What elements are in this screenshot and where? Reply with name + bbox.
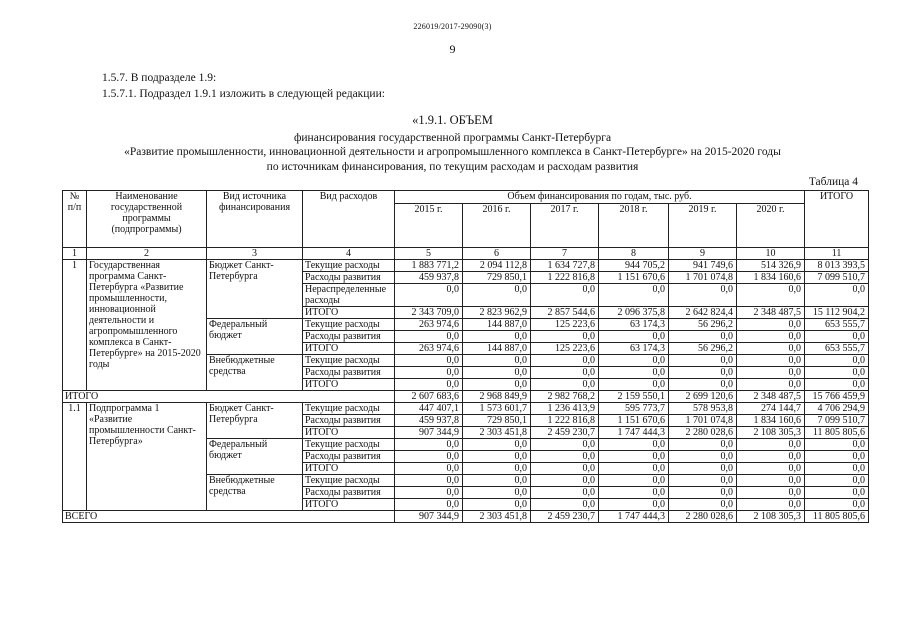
header-year: 2015 г. (395, 204, 463, 248)
value-cell: 0,0 (737, 319, 805, 331)
value-cell: 8 013 393,5 (805, 260, 869, 272)
header-year: 2020 г. (737, 204, 805, 248)
value-cell: 514 326,9 (737, 260, 805, 272)
funding-source: Бюджет Санкт-Петербурга (207, 403, 303, 439)
expense-type: Расходы развития (303, 451, 395, 463)
value-cell: 729 850,1 (463, 272, 531, 284)
value-cell: 2 280 028,6 (669, 427, 737, 439)
column-index: 3 (207, 248, 303, 260)
value-cell: 0,0 (599, 439, 669, 451)
value-cell: 0,0 (805, 355, 869, 367)
heading-line-2: финансирования государственной программы Санкт-Петербурга (293, 132, 612, 144)
value-cell: 0,0 (463, 499, 531, 511)
value-cell: 0,0 (669, 439, 737, 451)
value-cell: 1 236 413,9 (531, 403, 599, 415)
value-cell: 11 805 805,6 (805, 427, 869, 439)
total-value-cell: 2 159 550,1 (599, 391, 669, 403)
value-cell: 0,0 (805, 284, 869, 307)
value-cell: 0,0 (531, 499, 599, 511)
value-cell: 653 555,7 (805, 343, 869, 355)
value-cell: 0,0 (463, 487, 531, 499)
total-value-cell: 907 344,9 (395, 511, 463, 523)
value-cell: 0,0 (669, 284, 737, 307)
funding-source: Внебюджетные средства (207, 475, 303, 511)
column-index: 10 (737, 248, 805, 260)
value-cell: 944 705,2 (599, 260, 669, 272)
column-index: 8 (599, 248, 669, 260)
value-cell: 0,0 (805, 439, 869, 451)
paragraph-2: 1.5.7.1. Подраздел 1.9.1 изложить в следующей редакции: (102, 88, 385, 100)
value-cell: 0,0 (395, 487, 463, 499)
header-volume: Объем финансирования по годам, тыс. руб. (395, 191, 805, 204)
expense-type: ИТОГО (303, 343, 395, 355)
expense-type: ИТОГО (303, 499, 395, 511)
value-cell: 653 555,7 (805, 319, 869, 331)
expense-type: Текущие расходы (303, 355, 395, 367)
value-cell: 125 223,6 (531, 343, 599, 355)
value-cell: 0,0 (599, 499, 669, 511)
value-cell: 907 344,9 (395, 427, 463, 439)
funding-source: Федеральный бюджет (207, 319, 303, 355)
value-cell: 15 112 904,2 (805, 307, 869, 319)
value-cell: 0,0 (805, 451, 869, 463)
value-cell: 0,0 (737, 463, 805, 475)
header-year: 2019 г. (669, 204, 737, 248)
expense-type: Текущие расходы (303, 260, 395, 272)
value-cell: 0,0 (395, 499, 463, 511)
expense-type: ИТОГО (303, 379, 395, 391)
expense-type: Расходы развития (303, 367, 395, 379)
value-cell: 0,0 (599, 463, 669, 475)
expense-type: ИТОГО (303, 463, 395, 475)
table-row (63, 260, 869, 272)
funding-source: Внебюджетные средства (207, 355, 303, 391)
value-cell: 0,0 (599, 487, 669, 499)
value-cell: 459 937,8 (395, 415, 463, 427)
value-cell: 0,0 (737, 355, 805, 367)
value-cell: 263 974,6 (395, 319, 463, 331)
total-value-cell: 11 805 805,6 (805, 511, 869, 523)
header-source: Вид источника финансирования (207, 191, 303, 248)
value-cell: 0,0 (531, 487, 599, 499)
heading-line-1: «1.9.1. ОБЪЕМ (412, 113, 493, 127)
value-cell: 0,0 (395, 439, 463, 451)
value-cell: 0,0 (737, 439, 805, 451)
value-cell: 2 094 112,8 (463, 260, 531, 272)
value-cell: 1 834 160,6 (737, 415, 805, 427)
header-year: 2016 г. (463, 204, 531, 248)
heading-line-4: по источникам финансирования, по текущим расходам и расходам развития (266, 161, 639, 173)
header-name: Наименование государственной программы (подпрограммы) (87, 191, 207, 248)
value-cell: 0,0 (395, 284, 463, 307)
value-cell: 0,0 (737, 367, 805, 379)
value-cell: 2 823 962,9 (463, 307, 531, 319)
value-cell: 0,0 (531, 355, 599, 367)
value-cell: 2 096 375,8 (599, 307, 669, 319)
value-cell: 1 222 816,8 (531, 272, 599, 284)
financing-table (62, 190, 869, 523)
page-number: 9 (449, 42, 456, 56)
expense-type: ИТОГО (303, 427, 395, 439)
value-cell: 0,0 (531, 451, 599, 463)
value-cell: 0,0 (463, 284, 531, 307)
value-cell: 0,0 (463, 463, 531, 475)
total-value-cell: 2 280 028,6 (669, 511, 737, 523)
expense-type: Расходы развития (303, 272, 395, 284)
total-value-cell: 2 108 305,3 (737, 511, 805, 523)
value-cell: 0,0 (737, 284, 805, 307)
value-cell: 0,0 (599, 451, 669, 463)
value-cell: 0,0 (395, 451, 463, 463)
value-cell: 0,0 (395, 475, 463, 487)
value-cell: 0,0 (395, 379, 463, 391)
value-cell: 2 108 305,3 (737, 427, 805, 439)
value-cell: 56 296,2 (669, 343, 737, 355)
value-cell: 1 634 727,8 (531, 260, 599, 272)
value-cell: 0,0 (669, 475, 737, 487)
value-cell: 2 857 544,6 (531, 307, 599, 319)
value-cell: 0,0 (669, 487, 737, 499)
value-cell: 0,0 (531, 475, 599, 487)
header-expense: Вид расходов (303, 191, 395, 248)
row-number: 1.1 (63, 403, 87, 511)
column-index: 9 (669, 248, 737, 260)
total-value-cell: 2 607 683,6 (395, 391, 463, 403)
header-total: ИТОГО (805, 191, 869, 248)
column-index-row (63, 248, 869, 260)
expense-type: Текущие расходы (303, 439, 395, 451)
total-value-cell: 1 747 444,3 (599, 511, 669, 523)
value-cell: 0,0 (531, 284, 599, 307)
heading-line-3: «Развитие промышленности, инновационной деятельности и агропромышленного комплекса в Санкт-Петербурге» на 2015-2020 годы (124, 146, 781, 158)
value-cell: 0,0 (395, 367, 463, 379)
value-cell: 0,0 (599, 331, 669, 343)
value-cell: 1 701 074,8 (669, 415, 737, 427)
value-cell: 0,0 (599, 379, 669, 391)
value-cell: 0,0 (395, 355, 463, 367)
value-cell: 7 099 510,7 (805, 272, 869, 284)
value-cell: 459 937,8 (395, 272, 463, 284)
value-cell: 941 749,6 (669, 260, 737, 272)
value-cell: 0,0 (463, 451, 531, 463)
value-cell: 0,0 (805, 475, 869, 487)
value-cell: 0,0 (531, 367, 599, 379)
value-cell: 0,0 (531, 463, 599, 475)
column-index: 5 (395, 248, 463, 260)
value-cell: 0,0 (737, 499, 805, 511)
value-cell: 0,0 (669, 367, 737, 379)
value-cell: 595 773,7 (599, 403, 669, 415)
value-cell: 0,0 (805, 379, 869, 391)
program-name: Подпрограмма 1 «Развитие промышленности Санкт-Петербурга» (87, 403, 207, 511)
value-cell: 0,0 (395, 463, 463, 475)
value-cell: 447 407,1 (395, 403, 463, 415)
value-cell: 144 887,0 (463, 319, 531, 331)
value-cell: 263 974,6 (395, 343, 463, 355)
value-cell: 0,0 (599, 367, 669, 379)
table-row (63, 403, 869, 415)
expense-type: Текущие расходы (303, 475, 395, 487)
value-cell: 2 642 824,4 (669, 307, 737, 319)
expense-type: Расходы развития (303, 415, 395, 427)
header-year: 2018 г. (599, 204, 669, 248)
value-cell: 0,0 (805, 499, 869, 511)
value-cell: 1 834 160,6 (737, 272, 805, 284)
column-index: 4 (303, 248, 395, 260)
funding-source: Федеральный бюджет (207, 439, 303, 475)
value-cell: 63 174,3 (599, 319, 669, 331)
total-value-cell: 2 348 487,5 (737, 391, 805, 403)
value-cell: 1 883 771,2 (395, 260, 463, 272)
value-cell: 1 222 816,8 (531, 415, 599, 427)
total-row (63, 511, 869, 523)
total-value-cell: 2 982 768,2 (531, 391, 599, 403)
value-cell: 0,0 (737, 451, 805, 463)
funding-source: Бюджет Санкт-Петербурга (207, 260, 303, 319)
value-cell: 0,0 (463, 439, 531, 451)
column-index: 1 (63, 248, 87, 260)
value-cell: 1 573 601,7 (463, 403, 531, 415)
value-cell: 0,0 (669, 331, 737, 343)
value-cell: 7 099 510,7 (805, 415, 869, 427)
value-cell: 0,0 (599, 475, 669, 487)
header-year: 2017 г. (531, 204, 599, 248)
value-cell: 0,0 (463, 475, 531, 487)
header-num: № п/п (63, 191, 87, 248)
value-cell: 1 701 074,8 (669, 272, 737, 284)
total-row (63, 391, 869, 403)
value-cell: 1 747 444,3 (599, 427, 669, 439)
total-label: ИТОГО (63, 391, 395, 403)
value-cell: 2 303 451,8 (463, 427, 531, 439)
total-value-cell: 15 766 459,9 (805, 391, 869, 403)
column-index: 11 (805, 248, 869, 260)
value-cell: 578 953,8 (669, 403, 737, 415)
value-cell: 729 850,1 (463, 415, 531, 427)
table-caption: Таблица 4 (808, 176, 858, 188)
value-cell: 0,0 (669, 451, 737, 463)
value-cell: 0,0 (669, 463, 737, 475)
column-index: 7 (531, 248, 599, 260)
value-cell: 144 887,0 (463, 343, 531, 355)
expense-type: Расходы развития (303, 331, 395, 343)
value-cell: 274 144,7 (737, 403, 805, 415)
expense-type: ИТОГО (303, 307, 395, 319)
total-value-cell: 2 303 451,8 (463, 511, 531, 523)
value-cell: 0,0 (463, 367, 531, 379)
paragraph-1: 1.5.7. В подразделе 1.9: (102, 72, 217, 84)
value-cell: 0,0 (805, 331, 869, 343)
value-cell: 0,0 (737, 487, 805, 499)
value-cell: 0,0 (599, 284, 669, 307)
value-cell: 2 348 487,5 (737, 307, 805, 319)
column-index: 2 (87, 248, 207, 260)
value-cell: 0,0 (531, 379, 599, 391)
value-cell: 1 151 670,6 (599, 272, 669, 284)
program-name: Государственная программа Санкт-Петербурга «Развитие промышленности, инновационной деятельности и агропромышленного комплекса в Санкт-Петербурге» на 2015-2020 годы (87, 260, 207, 391)
value-cell: 125 223,6 (531, 319, 599, 331)
value-cell: 0,0 (463, 379, 531, 391)
value-cell: 0,0 (531, 439, 599, 451)
column-index: 6 (463, 248, 531, 260)
document-id: 226019/2017-29090(3) (413, 22, 492, 31)
value-cell: 56 296,2 (669, 319, 737, 331)
value-cell: 0,0 (669, 379, 737, 391)
value-cell: 1 151 670,6 (599, 415, 669, 427)
value-cell: 0,0 (737, 475, 805, 487)
value-cell: 0,0 (395, 331, 463, 343)
total-label: ВСЕГО (63, 511, 395, 523)
expense-type: Расходы развития (303, 487, 395, 499)
value-cell: 63 174,3 (599, 343, 669, 355)
expense-type: Текущие расходы (303, 319, 395, 331)
value-cell: 2 459 230,7 (531, 427, 599, 439)
value-cell: 0,0 (805, 463, 869, 475)
value-cell: 0,0 (669, 499, 737, 511)
total-value-cell: 2 968 849,9 (463, 391, 531, 403)
expense-type: Нераспределенные расходы (303, 284, 395, 307)
value-cell: 2 343 709,0 (395, 307, 463, 319)
total-value-cell: 2 459 230,7 (531, 511, 599, 523)
value-cell: 0,0 (599, 355, 669, 367)
value-cell: 0,0 (737, 379, 805, 391)
expense-type: Текущие расходы (303, 403, 395, 415)
value-cell: 0,0 (669, 355, 737, 367)
value-cell: 0,0 (463, 331, 531, 343)
value-cell: 0,0 (531, 331, 599, 343)
total-value-cell: 2 699 120,6 (669, 391, 737, 403)
row-number: 1 (63, 260, 87, 391)
value-cell: 4 706 294,9 (805, 403, 869, 415)
value-cell: 0,0 (805, 367, 869, 379)
value-cell: 0,0 (805, 487, 869, 499)
value-cell: 0,0 (463, 355, 531, 367)
value-cell: 0,0 (737, 343, 805, 355)
value-cell: 0,0 (737, 331, 805, 343)
